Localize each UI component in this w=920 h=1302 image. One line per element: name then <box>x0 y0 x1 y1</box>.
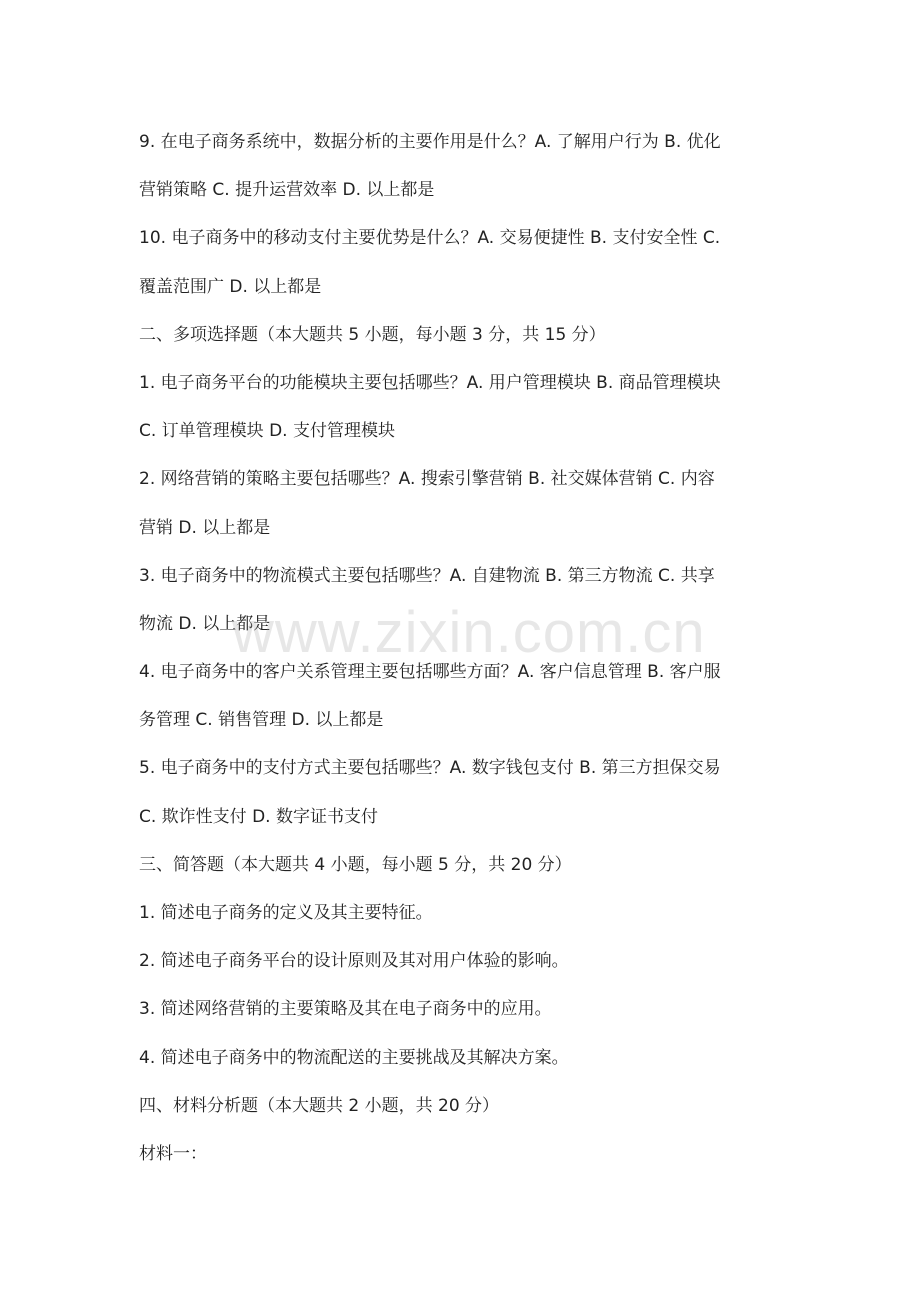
text-line: 营销策略 C. 提升运营效率 D. 以上都是 <box>139 180 435 201</box>
watermark: www.zixin.com.cn <box>232 600 706 665</box>
short-question-2 <box>139 937 781 985</box>
text-line: 材料一： <box>139 1143 207 1164</box>
text-line: C. 欺诈性支付 D. 数字证书支付 <box>139 806 378 827</box>
text-line: C. 订单管理模块 D. 支付管理模块 <box>139 421 395 442</box>
question-10 <box>139 214 781 310</box>
text-line: 物流 D. 以上都是 <box>139 613 271 634</box>
multi-question-1 <box>139 359 781 455</box>
text-line: 10. 电子商务中的移动支付主要优势是什么？A. 交易便捷性 B. 支付安全性 C. <box>139 228 721 249</box>
text-line: 2. 网络营销的策略主要包括哪些？A. 搜索引擎营销 B. 社交媒体营销 C. 内容 <box>139 469 715 490</box>
material-one-label <box>139 1130 781 1178</box>
text-line: 覆盖范围广 D. 以上都是 <box>139 276 322 297</box>
text-line: 3. 电子商务中的物流模式主要包括哪些？A. 自建物流 B. 第三方物流 C. 共享 <box>139 565 715 586</box>
multi-question-2 <box>139 455 781 551</box>
multi-question-4 <box>139 648 781 744</box>
text-line: 2. 简述电子商务平台的设计原则及其对用户体验的影响。 <box>139 951 569 972</box>
short-question-4 <box>139 1034 781 1082</box>
section-heading: 三、简答题（本大题共 4 小题，每小题 5 分，共 20 分） <box>139 854 572 875</box>
multi-question-3 <box>139 552 781 648</box>
document-body <box>139 118 781 1178</box>
section-heading-multiple-choice <box>139 311 781 359</box>
text-line: 4. 简述电子商务中的物流配送的主要挑战及其解决方案。 <box>139 1047 569 1068</box>
question-9 <box>139 118 781 214</box>
text-line: 4. 电子商务中的客户关系管理主要包括哪些方面？A. 客户信息管理 B. 客户服 <box>139 662 721 683</box>
text-line: 1. 电子商务平台的功能模块主要包括哪些？A. 用户管理模块 B. 商品管理模块 <box>139 372 721 393</box>
text-line: 营销 D. 以上都是 <box>139 517 271 538</box>
text-line: 9. 在电子商务系统中，数据分析的主要作用是什么？A. 了解用户行为 B. 优化 <box>139 132 721 152</box>
text-line: 3. 简述网络营销的主要策略及其在电子商务中的应用。 <box>139 999 552 1020</box>
short-question-3 <box>139 985 781 1033</box>
short-question-1 <box>139 889 781 937</box>
section-heading: 二、多项选择题（本大题共 5 小题，每小题 3 分，共 15 分） <box>139 324 606 345</box>
section-heading-short-answer <box>139 841 781 889</box>
text-line: 5. 电子商务中的支付方式主要包括哪些？A. 数字钱包支付 B. 第三方担保交易 <box>139 758 721 779</box>
text-line: 务管理 C. 销售管理 D. 以上都是 <box>139 710 384 731</box>
section-heading: 四、材料分析题（本大题共 2 小题，共 20 分） <box>139 1095 500 1116</box>
section-heading-material-analysis <box>139 1082 781 1130</box>
multi-question-5 <box>139 744 781 840</box>
text-line: 1. 简述电子商务的定义及其主要特征。 <box>139 903 433 923</box>
